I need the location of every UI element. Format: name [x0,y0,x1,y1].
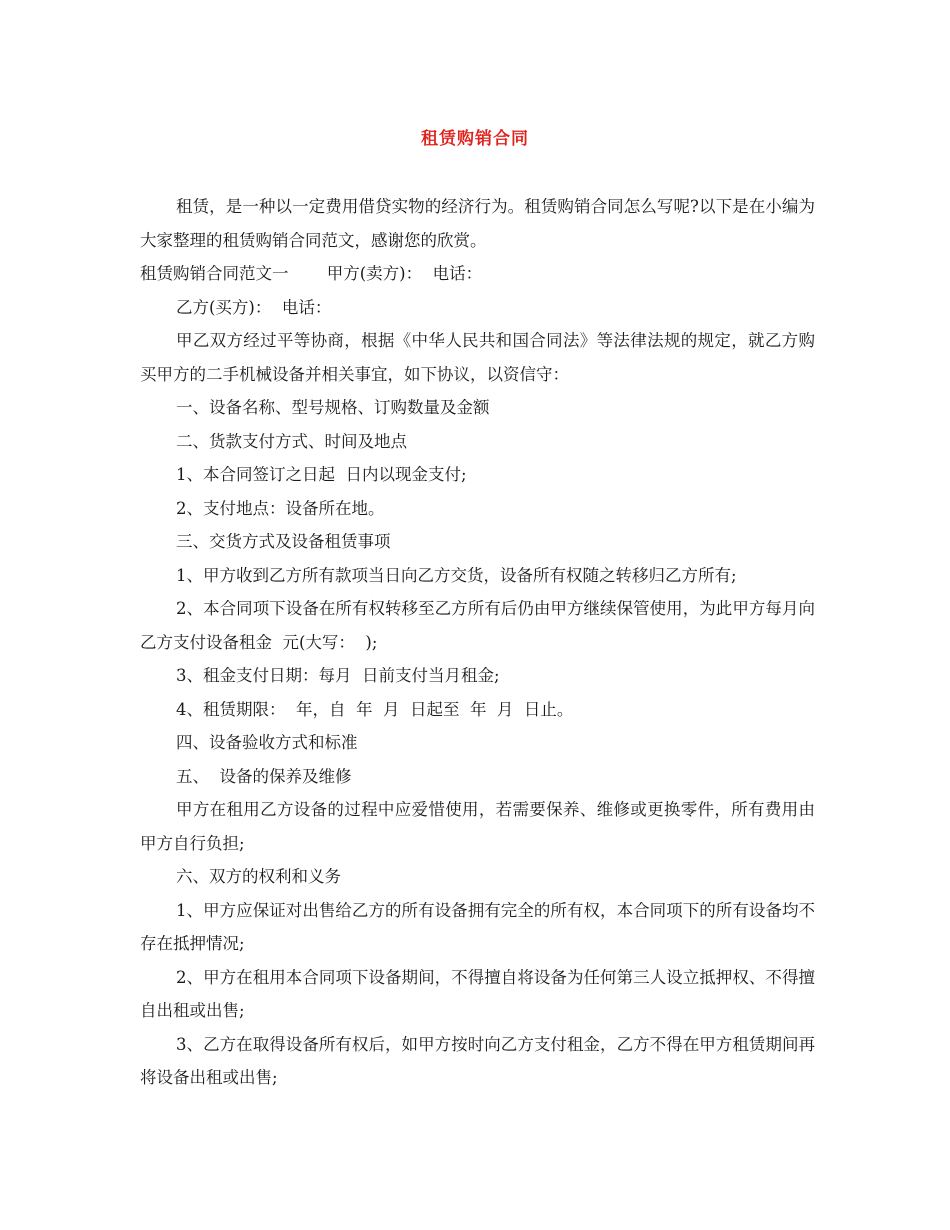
clause: 2、支付地点：设备所在地。 [176,498,385,518]
document-body [140,190,815,1095]
clause: 4、租赁期限： 年，自 年 月 日起至 年 月 日止。 [176,699,574,719]
paragraph: 甲乙双方经过平等协商，根据《中华人民共和国合同法》等法律法规的规定，就乙方购买甲方的二手机械设备并相关事宜，如下协议，以资信守： [140,331,815,384]
clause: 2、甲方在租用本合同项下设备期间，不得擅自将设备为任何第三人设立抵押权、不得擅自出租或出售; [140,967,815,1020]
clause: 1、甲方应保证对出售给乙方的所有设备拥有完全的所有权，本合同项下的所有设备均不存在抵押情况; [140,900,815,953]
section-heading: 六、双方的权利和义务 [176,867,341,886]
section-heading: 四、设备验收方式和标准 [176,733,358,752]
clause: 1、本合同签订之日起 日内以现金支付; [176,465,467,484]
section-heading: 三、交货方式及设备租赁事项 [176,532,391,551]
paragraph: 租赁，是一种以一定费用借贷实物的经济行为。租赁购销合同怎么写呢?以下是在小编为大家整理的租赁购销合同范文，感谢您的欣赏。 [140,197,815,250]
section-heading: 五、 设备的保养及维修 [176,766,352,786]
section-heading: 一、设备名称、型号规格、订购数量及金额 [176,398,490,417]
clause: 3、租金支付日期：每月 日前支付当月租金; [176,666,500,685]
clause: 1、甲方收到乙方所有款项当日向乙方交货，设备所有权随之转移归乙方所有; [176,565,737,585]
section-heading: 二、货款支付方式、时间及地点 [176,431,407,451]
paragraph: 租赁购销合同范文一 甲方(卖方)： 电话： [140,264,483,283]
clause: 甲方在租用乙方设备的过程中应爱惜使用，若需要保养、维修或更换零件，所有费用由甲方自行负担; [140,800,815,853]
clause: 3、乙方在取得设备所有权后，如甲方按时向乙方支付租金，乙方不得在甲方租赁期间再将设备出租或出售; [140,1034,815,1087]
paragraph: 乙方(买方)： 电话： [176,297,332,317]
clause: 2、本合同项下设备在所有权转移至乙方所有后仍由甲方继续保管使用，为此甲方每月向乙方支付设备租金 元(大写： ); [140,599,815,652]
document-title: 租赁购销合同 [421,129,529,149]
